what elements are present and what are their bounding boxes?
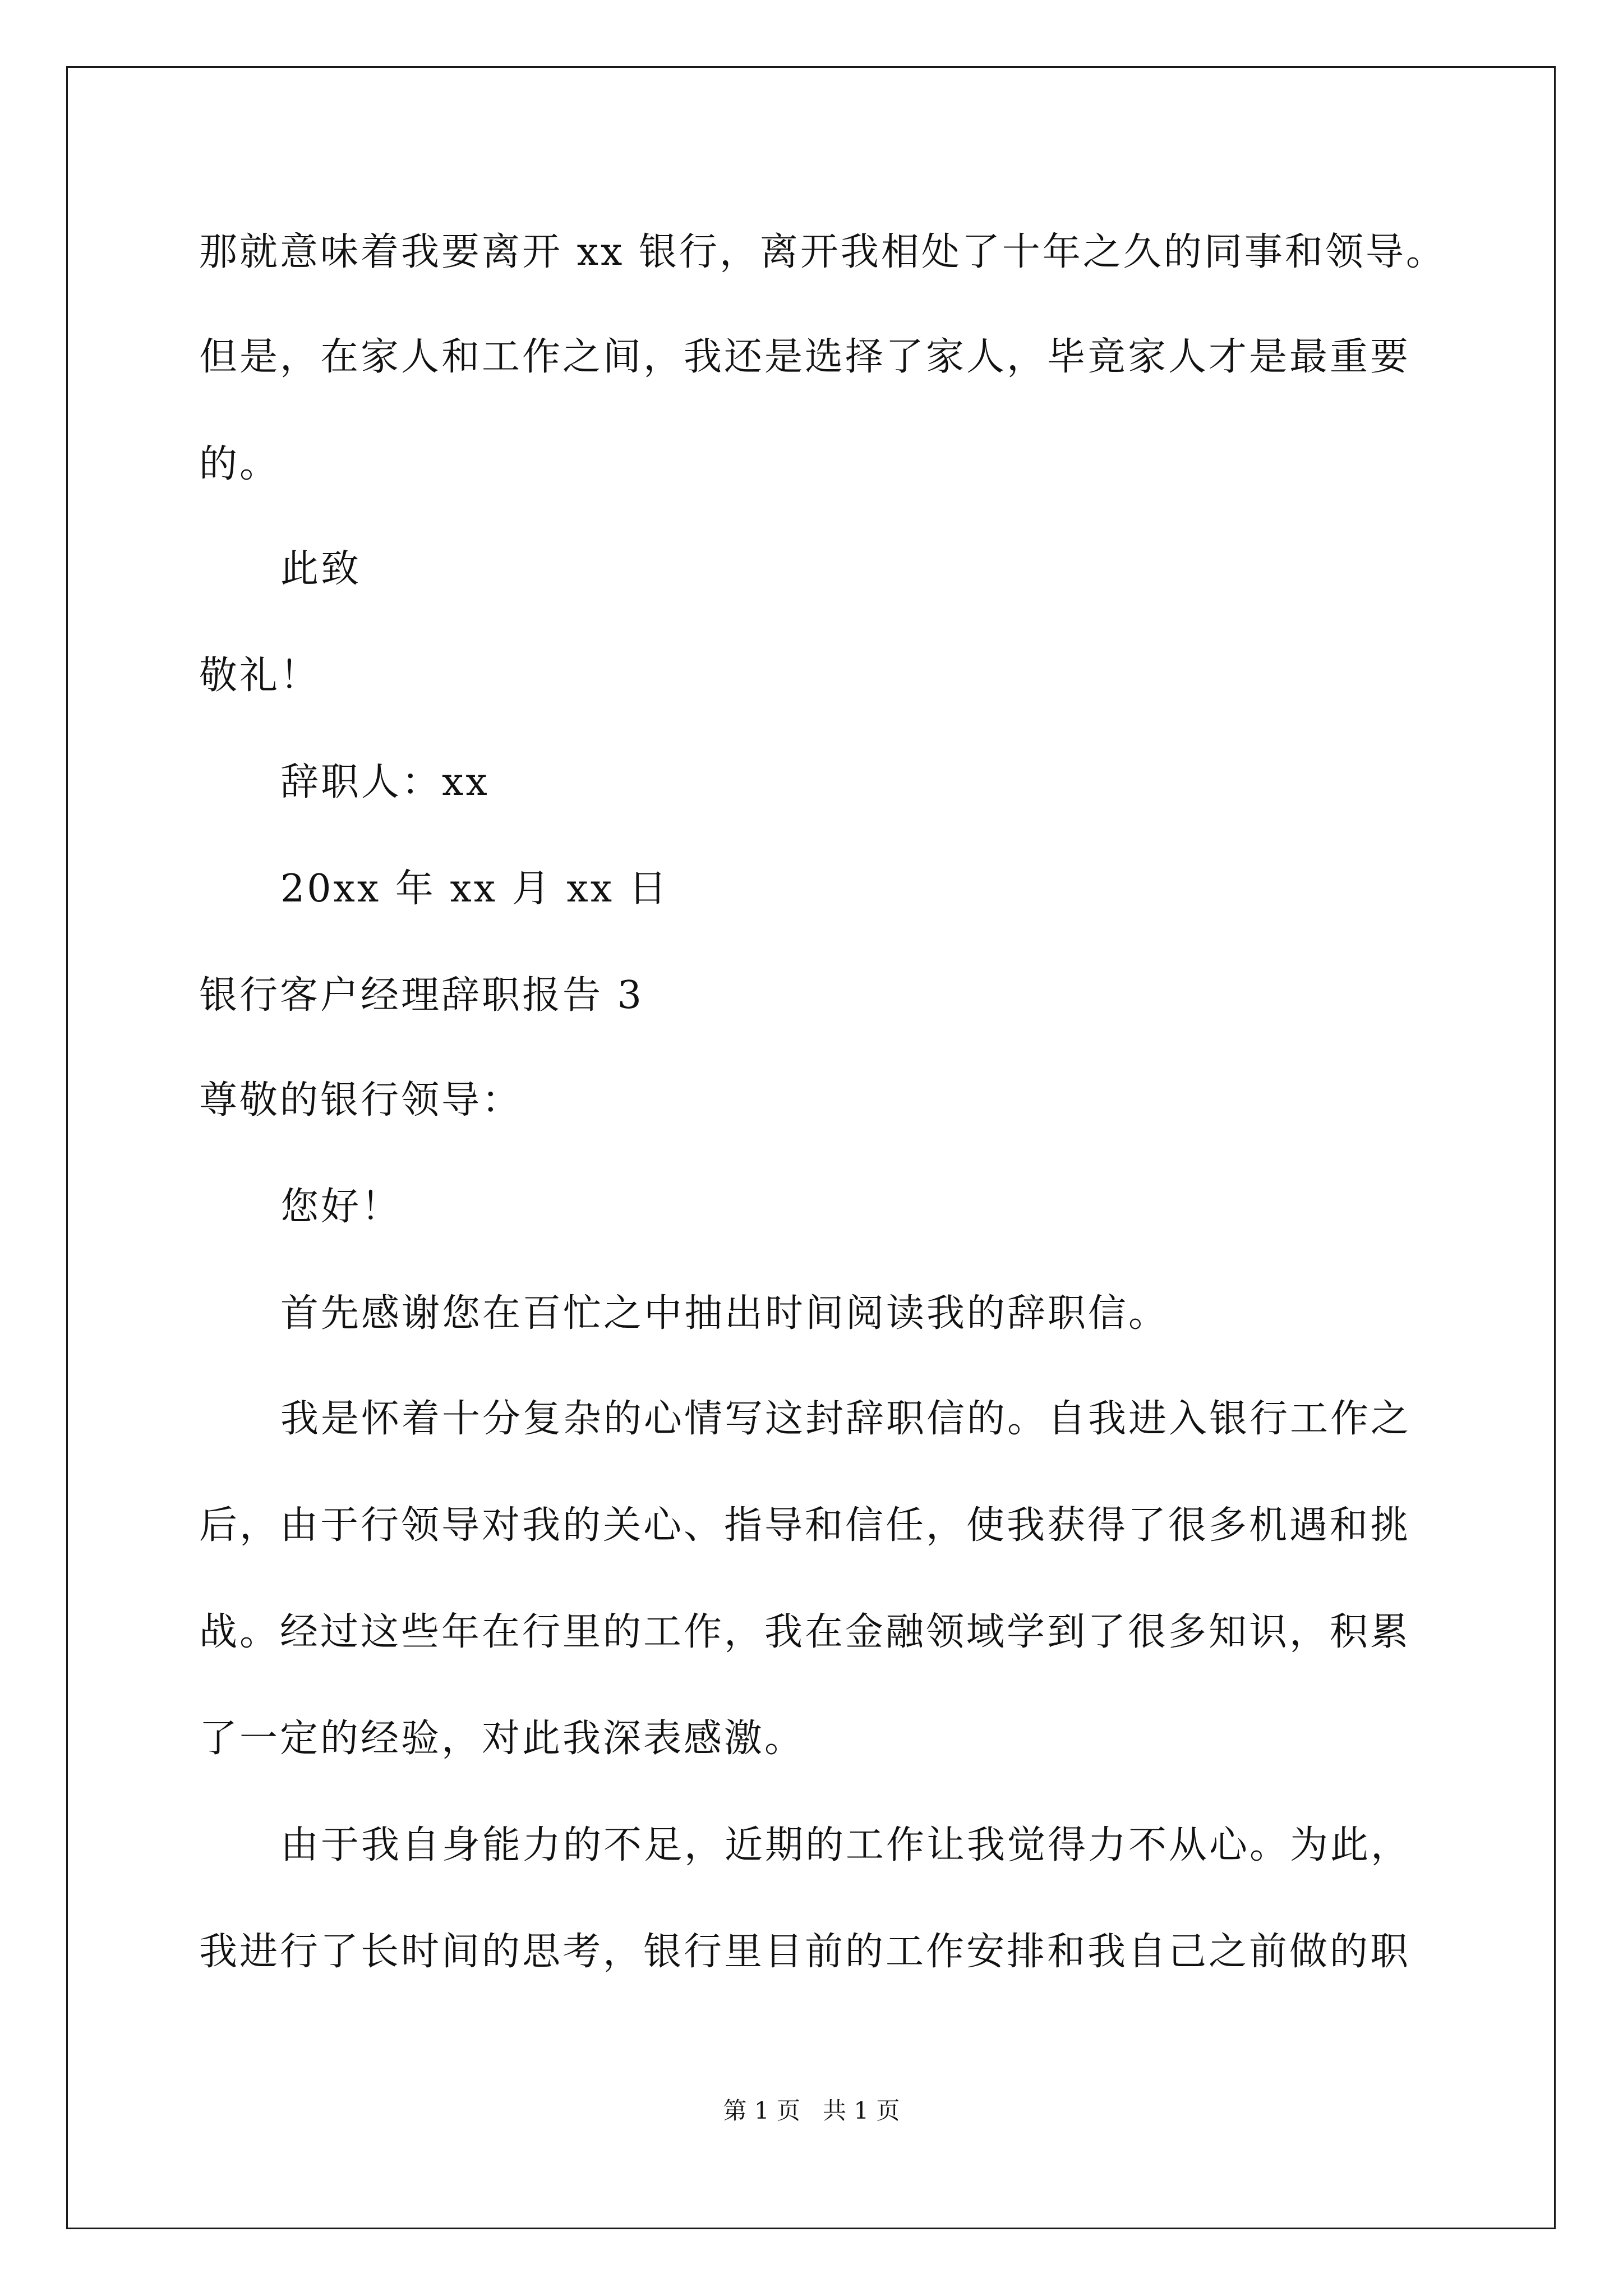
page-number-footer: 第 1 页 共 1 页 [723,2097,900,2124]
date-line: 20xx 年 xx 月 xx 日 [280,867,669,911]
paragraph-2-line-4: 了一定的经验，对此我深表感激。 [199,1717,805,1761]
greeting: 您好！ [280,1185,402,1229]
paragraph-2-line-1: 我是怀着十分复杂的心情写这封辞职信的。自我进入银行工作之 [280,1397,1412,1441]
text-line-3: 的。 [199,442,280,486]
paragraph-3-line-2: 我进行了长时间的思考，银行里目前的工作安排和我自己之前做的职 [199,1930,1411,1974]
resigner-line: 辞职人：xx [280,760,490,804]
page-border [66,66,1556,2229]
section-title: 银行客户经理辞职报告 3 [199,973,644,1018]
paragraph-1: 首先感谢您在百忙之中抽出时间阅读我的辞职信。 [280,1291,1169,1336]
paragraph-2-line-3: 战。经过这些年在行里的工作，我在金融领域学到了很多知识，积累 [199,1610,1411,1654]
text-line-1: 那就意味着我要离开 xx 银行，离开我相处了十年之久的同事和领导。 [199,230,1446,274]
text-line-2: 但是，在家人和工作之间，我还是选择了家人，毕竟家人才是最重要 [199,335,1411,379]
closing-ci-zhi: 此致 [280,547,362,591]
paragraph-3-line-1: 由于我自身能力的不足，近期的工作让我觉得力不从心。为此， [280,1823,1412,1867]
paragraph-2-line-2: 后，由于行领导对我的关心、指导和信任，使我获得了很多机遇和挑 [199,1503,1411,1548]
salutation: 尊敬的银行领导： [199,1078,523,1122]
closing-jing-li: 敬礼！ [199,654,321,698]
